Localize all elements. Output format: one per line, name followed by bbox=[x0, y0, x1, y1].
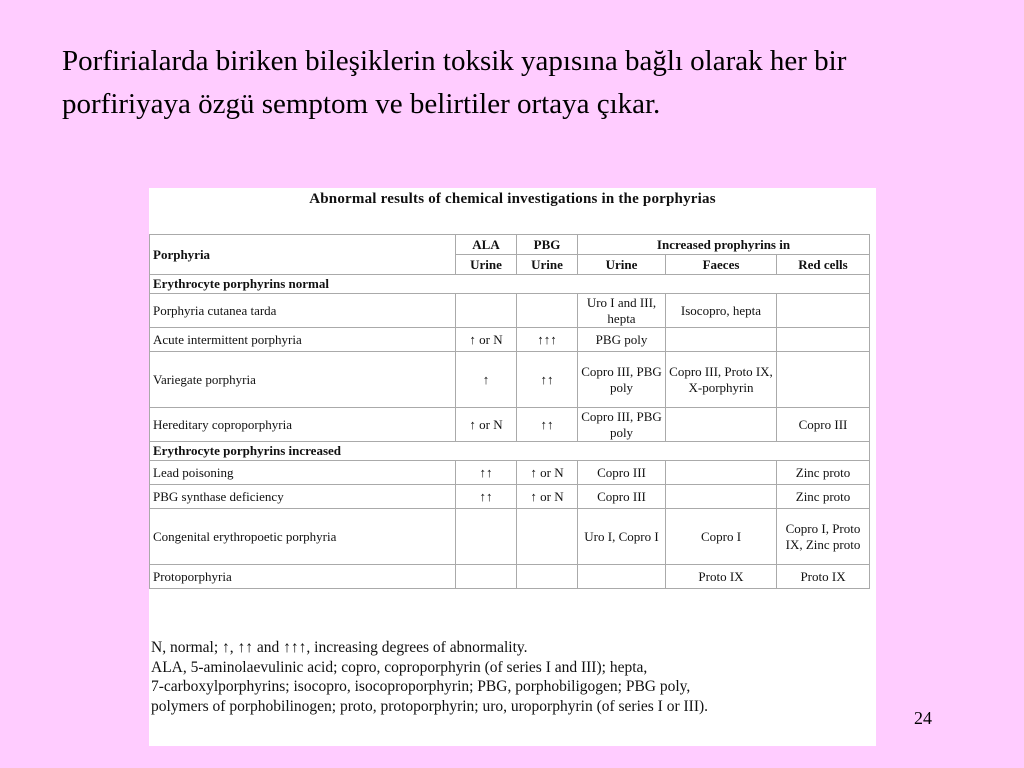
row-urine: Copro III, PBG poly bbox=[578, 352, 666, 408]
section-normal: Erythrocyte porphyrins normal bbox=[150, 275, 870, 294]
row-porphyria-name: Protoporphyria bbox=[150, 565, 456, 589]
row-urine: Copro III, PBG poly bbox=[578, 408, 666, 442]
table-row bbox=[150, 565, 870, 589]
row-urine: PBG poly bbox=[578, 328, 666, 352]
row-pbg: ↑↑ bbox=[517, 408, 578, 442]
table-row bbox=[150, 294, 870, 328]
porphyria-table bbox=[149, 234, 870, 589]
row-pbg: ↑↑↑ bbox=[517, 328, 578, 352]
table-row bbox=[150, 352, 870, 408]
note-line: N, normal; ↑, ↑↑ and ↑↑↑, increasing degrees of abnormality. bbox=[151, 639, 528, 656]
row-ala bbox=[456, 565, 517, 589]
row-ala: ↑ bbox=[456, 352, 517, 408]
row-red-cells: Zinc proto bbox=[777, 461, 870, 485]
row-porphyria-name: Hereditary coproporphyria bbox=[150, 408, 456, 442]
row-ala: ↑ or N bbox=[456, 408, 517, 442]
row-faeces: Copro III, Proto IX, X-porphyrin bbox=[666, 352, 777, 408]
header-ala: ALA bbox=[456, 235, 517, 255]
row-faeces bbox=[666, 485, 777, 509]
row-ala bbox=[456, 294, 517, 328]
row-porphyria-name: Variegate porphyria bbox=[150, 352, 456, 408]
row-ala: ↑↑ bbox=[456, 485, 517, 509]
row-pbg: ↑↑ bbox=[517, 352, 578, 408]
row-red-cells: Copro I, Proto IX, Zinc proto bbox=[777, 509, 870, 565]
row-pbg: ↑ or N bbox=[517, 485, 578, 509]
table-row bbox=[150, 408, 870, 442]
header-urine-ala: Urine bbox=[456, 255, 517, 275]
row-porphyria-name: Lead poisoning bbox=[150, 461, 456, 485]
row-faeces: Isocopro, hepta bbox=[666, 294, 777, 328]
row-urine bbox=[578, 565, 666, 589]
table-row bbox=[150, 461, 870, 485]
porphyria-table-image bbox=[149, 188, 876, 746]
table-notes bbox=[151, 638, 871, 716]
row-urine: Uro I and III, hepta bbox=[578, 294, 666, 328]
header-faeces: Faeces bbox=[666, 255, 777, 275]
note-line: ALA, 5-aminolaevulinic acid; copro, coproporphyrin (of series I and III); hepta, bbox=[151, 658, 648, 676]
header-pbg: PBG bbox=[517, 235, 578, 255]
slide-body-text: Porfirialarda biriken bileşiklerin toksik yapısına bağlı olarak her bir porfiriyaya özgü semptom ve belirtiler ortaya çıkar. bbox=[62, 45, 847, 120]
row-red-cells bbox=[777, 352, 870, 408]
table-row bbox=[150, 485, 870, 509]
row-ala: ↑ or N bbox=[456, 328, 517, 352]
section-row bbox=[150, 442, 870, 461]
row-faeces: Proto IX bbox=[666, 565, 777, 589]
section-increased: Erythrocyte porphyrins increased bbox=[150, 442, 870, 461]
row-faeces bbox=[666, 408, 777, 442]
row-urine: Uro I, Copro I bbox=[578, 509, 666, 565]
row-porphyria-name: Acute intermittent porphyria bbox=[150, 328, 456, 352]
table-row bbox=[150, 509, 870, 565]
row-red-cells: Copro III bbox=[777, 408, 870, 442]
row-pbg: ↑ or N bbox=[517, 461, 578, 485]
row-red-cells bbox=[777, 294, 870, 328]
row-red-cells bbox=[777, 328, 870, 352]
row-urine: Copro III bbox=[578, 461, 666, 485]
table-title: Abnormal results of chemical investigations in the porphyrias bbox=[309, 191, 716, 207]
row-faeces: Copro I bbox=[666, 509, 777, 565]
row-ala: ↑↑ bbox=[456, 461, 517, 485]
header-red-cells: Red cells bbox=[777, 255, 870, 275]
row-pbg bbox=[517, 565, 578, 589]
header-urine: Urine bbox=[578, 255, 666, 275]
row-pbg bbox=[517, 509, 578, 565]
row-porphyria-name: Congenital erythropoetic porphyria bbox=[150, 509, 456, 565]
row-ala bbox=[456, 509, 517, 565]
row-red-cells: Zinc proto bbox=[777, 485, 870, 509]
table-row bbox=[150, 328, 870, 352]
page-number: 24 bbox=[914, 708, 932, 728]
row-porphyria-name: PBG synthase deficiency bbox=[150, 485, 456, 509]
header-row-1 bbox=[150, 235, 870, 255]
row-pbg bbox=[517, 294, 578, 328]
section-row bbox=[150, 275, 870, 294]
row-red-cells: Proto IX bbox=[777, 565, 870, 589]
row-urine: Copro III bbox=[578, 485, 666, 509]
row-porphyria-name: Porphyria cutanea tarda bbox=[150, 294, 456, 328]
note-line: polymers of porphobilinogen; proto, protoporphyrin; uro, uroporphyrin (of series I or III). bbox=[151, 697, 709, 715]
header-porphyria: Porphyria bbox=[150, 235, 456, 275]
note-line: 7-carboxylporphyrins; isocopro, isocoproporphyrin; PBG, porphobiligogen; PBG poly, bbox=[151, 678, 691, 695]
header-urine-pbg: Urine bbox=[517, 255, 578, 275]
row-faeces bbox=[666, 461, 777, 485]
row-faeces bbox=[666, 328, 777, 352]
header-increased: Increased prophyrins in bbox=[578, 235, 870, 255]
